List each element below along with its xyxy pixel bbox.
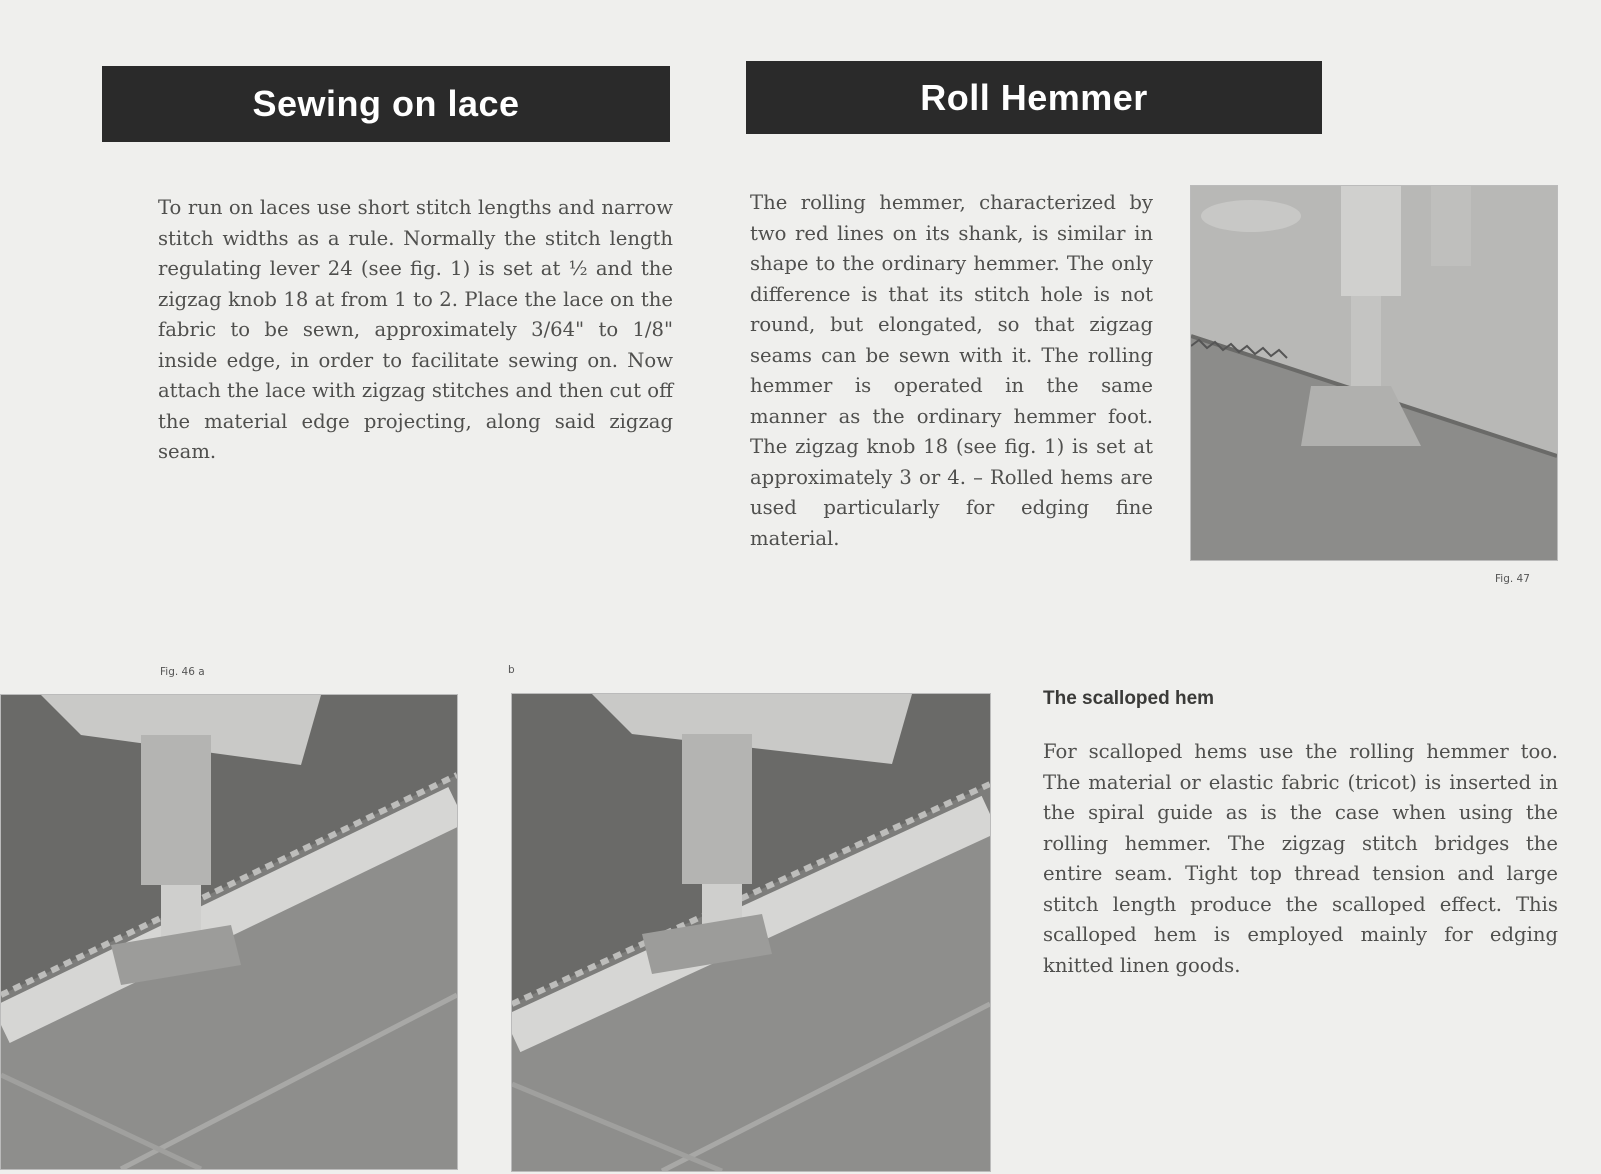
lace-sewing-photo-b <box>511 693 991 1172</box>
fig-46a-caption: Fig. 46 a <box>160 666 205 678</box>
lace-paragraph: To run on laces use short stitch lengths and narrow stitch widths as a rule. Normally the stitch length regulating lever 24 (see fig. 1) is set at ½ and the zigzag knob 18 at from 1 to 2. Place the lace on the fabric to be sewn, approximately 3/64" to 1/8" inside edge, in order to facilitate sewing on. Now attach the lace with zigzag stitches and then cut off the material edge projecting, along said zigzag seam. <box>158 196 673 463</box>
scalloped-hem-paragraph: For scalloped hems use the rolling hemmer too. The material or elastic fabric (tricot) is inserted in the spiral guide as is the case when using the rolling hemmer. The zigzag stitch bridges the entire seam. Tight top thread tension and large stitch length produce the scalloped effect. This scalloped hem is employed mainly for edging knitted linen goods. <box>1043 740 1558 977</box>
scalloped-hem-heading: The scalloped hem <box>1043 688 1215 709</box>
sewing-on-lace-heading: Sewing on lace <box>102 66 670 142</box>
lace-sewing-photo-a <box>0 694 458 1170</box>
fig-47-caption: Fig. 47 <box>1495 573 1530 585</box>
roll-hemmer-photo <box>1190 185 1558 561</box>
fig-46b-caption: b <box>508 664 515 676</box>
roll-hemmer-paragraph: The rolling hemmer, characterized by two red lines on its shank, is similar in shape to the ordinary hemmer. The only difference is that its stitch hole is not round, but elongated, so that zigzag seams can be sewn with it. The rolling hemmer is operated in the same manner as the ordinary hemmer foot. The zigzag knob 18 (see fig. 1) is set at approximately 3 or 4. – Rolled hems are used particularly for edging fine material. <box>750 191 1153 550</box>
roll-hemmer-heading: Roll Hemmer <box>746 61 1322 134</box>
